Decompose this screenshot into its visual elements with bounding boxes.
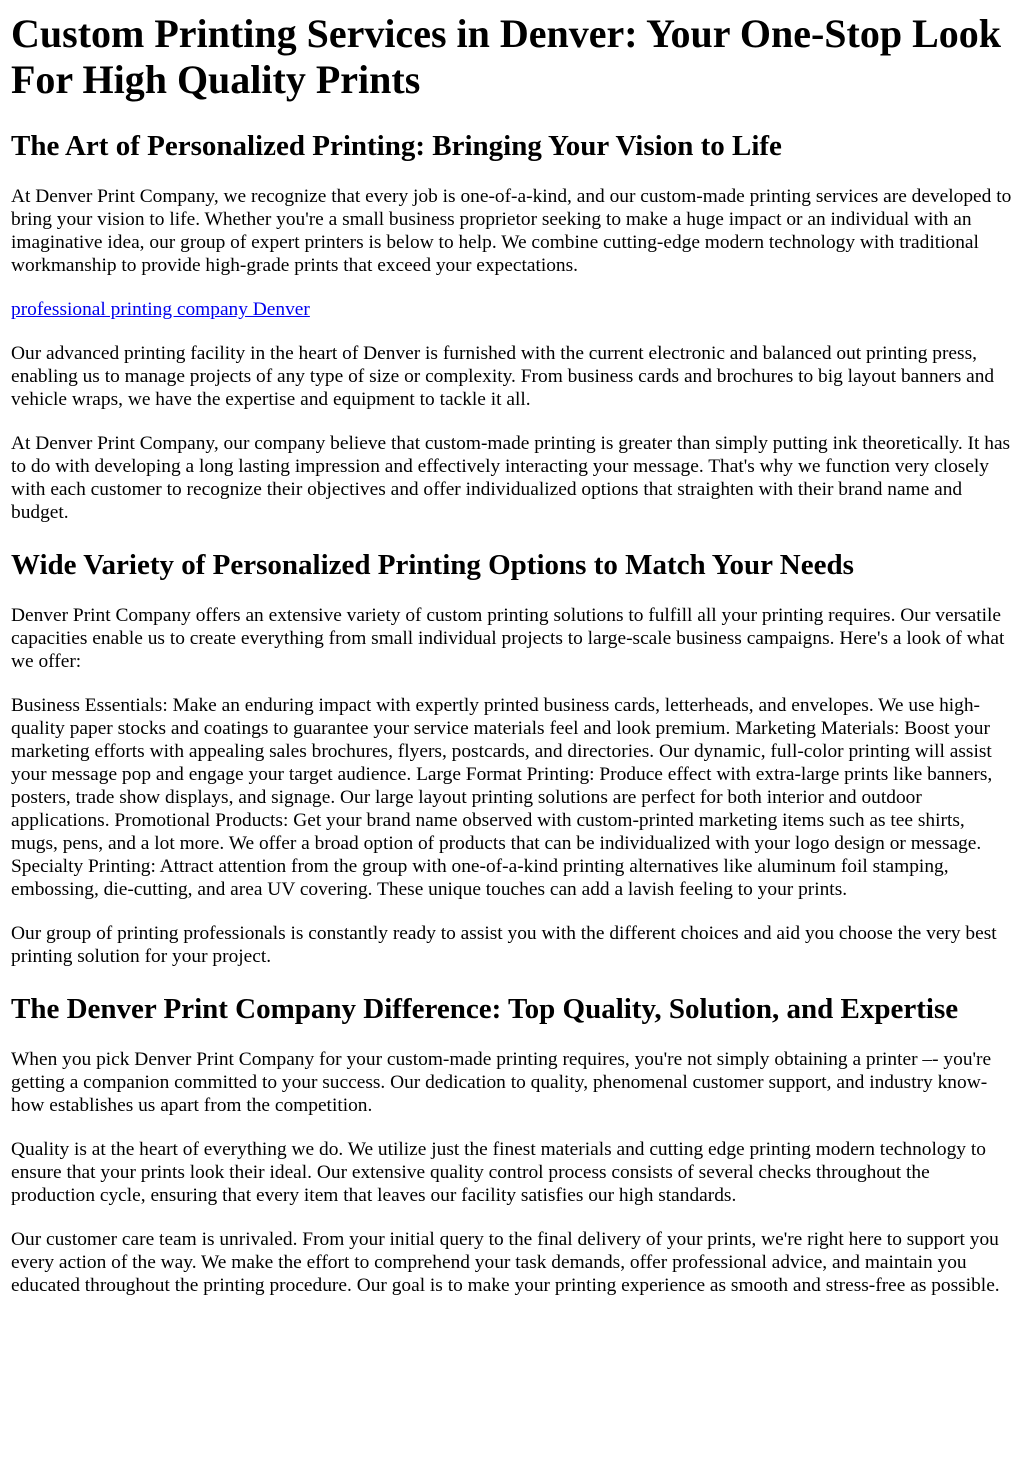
paragraph: When you pick Denver Print Company for your custom-made printing requires, you're not simply obtaining a printer –- you're getting a companion committed to your success. Our dedication to quality, phenomenal customer support, and industry know-how establishes us apart from the competition. bbox=[11, 1049, 992, 1116]
paragraph: At Denver Print Company, we recognize that every job is one-of-a-kind, and our custom-made printing services are developed to bring your vision to life. Whether you're a small business proprietor seeking to make a huge impact or an individual with an imaginative idea, our group of expert printers is below to help. We combine cutting-edge modern technology with traditional workmanship to provide high-grade prints that exceed your expectations. bbox=[11, 186, 1012, 276]
paragraph: Our advanced printing facility in the heart of Denver is furnished with the current electronic and balanced out printing press, enabling us to manage projects of any type of size or complexity. From business cards and brochures to big layout banners and vehicle wraps, we have the expertise and equipment to tackle it all. bbox=[11, 343, 995, 410]
paragraph: At Denver Print Company, our company believe that custom-made printing is greater than simply putting ink theoretically. It has to do with developing a long lasting impression and effectively interacting your message. That's why we function very closely with each customer to recognize their objectives and offer individualized options that straighten with their brand name and budget. bbox=[11, 433, 1011, 523]
article bbox=[0, 11, 1024, 1297]
link-paragraph bbox=[11, 298, 1014, 321]
paragraph: Business Essentials: Make an enduring impact with expertly printed business cards, letterheads, and envelopes. We use high-quality paper stocks and coatings to guarantee your service materials feel and look premium. Marketing Materials: Boost your marketing efforts with appealing sales brochures, flyers, postcards, and directories. Our dynamic, full-color printing will assist your message pop and engage your target audience. Large Format Printing: Produce effect with extra-large prints like banners, posters, trade show displays, and signage. Our large layout printing solutions are perfect for both interior and outdoor applications. Promotional Products: Get your brand name observed with custom-printed marketing items such as tee shirts, mugs, pens, and a lot more. We offer a broad option of products that can be individualized with your logo design or message. Specialty Printing: Attract attention from the group with one-of-a-kind printing alternatives like aluminum foil stamping, embossing, die-cutting, and area UV covering. These unique touches can add a lavish feeling to your prints. bbox=[11, 695, 993, 900]
paragraph: Denver Print Company offers an extensive variety of custom printing solutions to fulfill all your printing requires. Our versatile capacities enable us to create everything from small individual projects to large-scale business campaigns. Here's a look of what we offer: bbox=[11, 605, 1005, 672]
section-heading-company-difference: The Denver Print Company Difference: Top Quality, Solution, and Expertise bbox=[11, 993, 959, 1025]
paragraph: Quality is at the heart of everything we do. We utilize just the finest materials and cutting edge printing modern technology to ensure that your prints look their ideal. Our extensive quality control process consists of several checks throughout the production cycle, ensuring that every item that leaves our facility satisfies our high standards. bbox=[11, 1139, 986, 1206]
page-title: Custom Printing Services in Denver: Your One-Stop Look For High Quality Prints bbox=[11, 11, 1001, 102]
section-heading-personalized-printing: The Art of Personalized Printing: Bringing Your Vision to Life bbox=[11, 130, 782, 162]
professional-printing-link[interactable]: professional printing company Denver bbox=[11, 299, 310, 320]
paragraph: Our group of printing professionals is constantly ready to assist you with the different choices and aid you choose the very best printing solution for your project. bbox=[11, 923, 997, 967]
section-heading-printing-options: Wide Variety of Personalized Printing Options to Match Your Needs bbox=[11, 549, 854, 581]
paragraph: Our customer care team is unrivaled. From your initial query to the final delivery of your prints, we're right here to support you every action of the way. We make the effort to comprehend your task demands, offer professional advice, and maintain you educated throughout the printing procedure. Our goal is to make your printing experience as smooth and stress-free as possible. bbox=[11, 1229, 1000, 1296]
